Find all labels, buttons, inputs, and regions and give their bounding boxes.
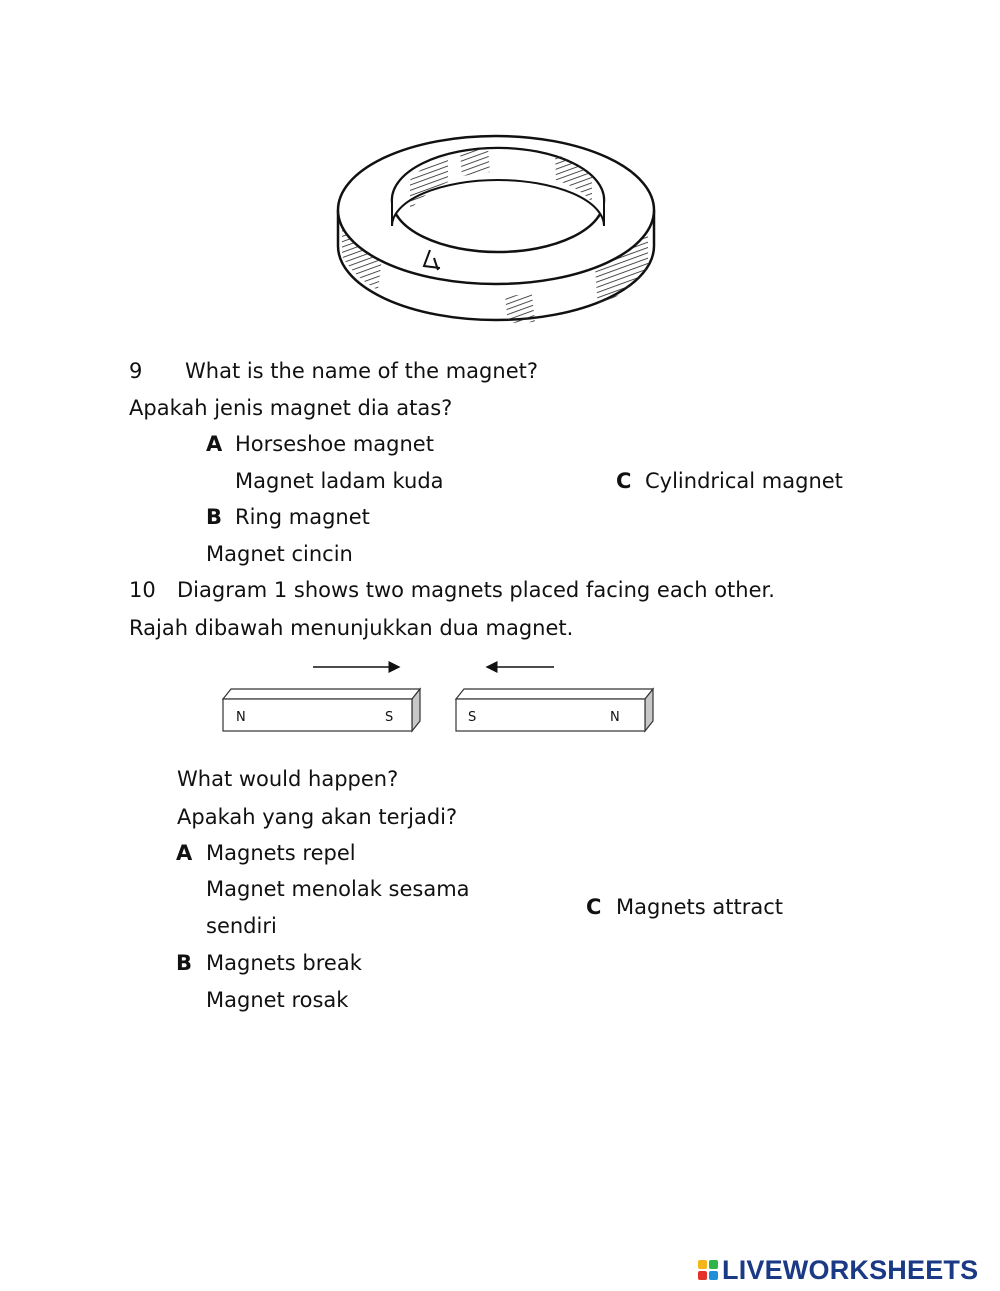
left-magnet-pole-s: S	[385, 710, 394, 725]
question-9-number: 9	[129, 359, 143, 383]
question-9-text: What is the name of the magnet?	[185, 359, 538, 383]
q9-option-b-letter: B	[206, 505, 223, 529]
question-10-text-malay: Rajah dibawah menunjukkan dua magnet.	[129, 616, 574, 640]
right-magnet-pole-s: S	[468, 710, 477, 725]
question-10-text: Diagram 1 shows two magnets placed facing each other.	[177, 578, 775, 602]
q10-option-a-text[interactable]: Magnets repel	[206, 841, 356, 865]
ring-magnet-image	[330, 118, 662, 324]
q10-option-a-text-malay-line1: Magnet menolak sesama	[206, 877, 470, 901]
q9-option-b-text[interactable]: Ring magnet	[235, 505, 370, 529]
logo-grid-icon	[698, 1260, 718, 1280]
q9-option-c-letter: C	[616, 469, 632, 493]
q10-option-b-text[interactable]: Magnets break	[206, 951, 362, 975]
question-9-text-malay: Apakah jenis magnet dia atas?	[129, 396, 453, 420]
bar-magnet-right	[456, 689, 653, 731]
q10-option-a-text-malay-line2: sendiri	[206, 914, 277, 938]
question-10-prompt: What would happen?	[177, 767, 399, 791]
q9-option-a-text[interactable]: Horseshoe magnet	[235, 432, 434, 456]
q9-option-b-text-malay: Magnet cincin	[206, 542, 353, 566]
logo-text: LIVEWORKSHEETS	[722, 1254, 979, 1285]
right-magnet-pole-n: N	[610, 710, 620, 725]
q10-option-b-text-malay: Magnet rosak	[206, 988, 349, 1012]
left-magnet-pole-n: N	[236, 710, 246, 725]
liveworksheets-logo	[698, 1255, 978, 1285]
q10-option-c-text[interactable]: Magnets attract	[616, 895, 784, 919]
q10-option-b-letter: B	[176, 951, 193, 975]
q10-option-a-letter: A	[176, 841, 193, 865]
bar-magnets-diagram	[215, 655, 660, 735]
question-10-prompt-malay: Apakah yang akan terjadi?	[177, 805, 458, 829]
bar-magnet-left	[223, 689, 420, 731]
q10-option-c-letter: C	[586, 895, 602, 919]
question-10-number: 10	[129, 578, 156, 602]
q9-option-a-text-malay: Magnet ladam kuda	[235, 469, 444, 493]
q9-option-c-text[interactable]: Cylindrical magnet	[645, 469, 843, 493]
q9-option-a-letter: A	[206, 432, 223, 456]
